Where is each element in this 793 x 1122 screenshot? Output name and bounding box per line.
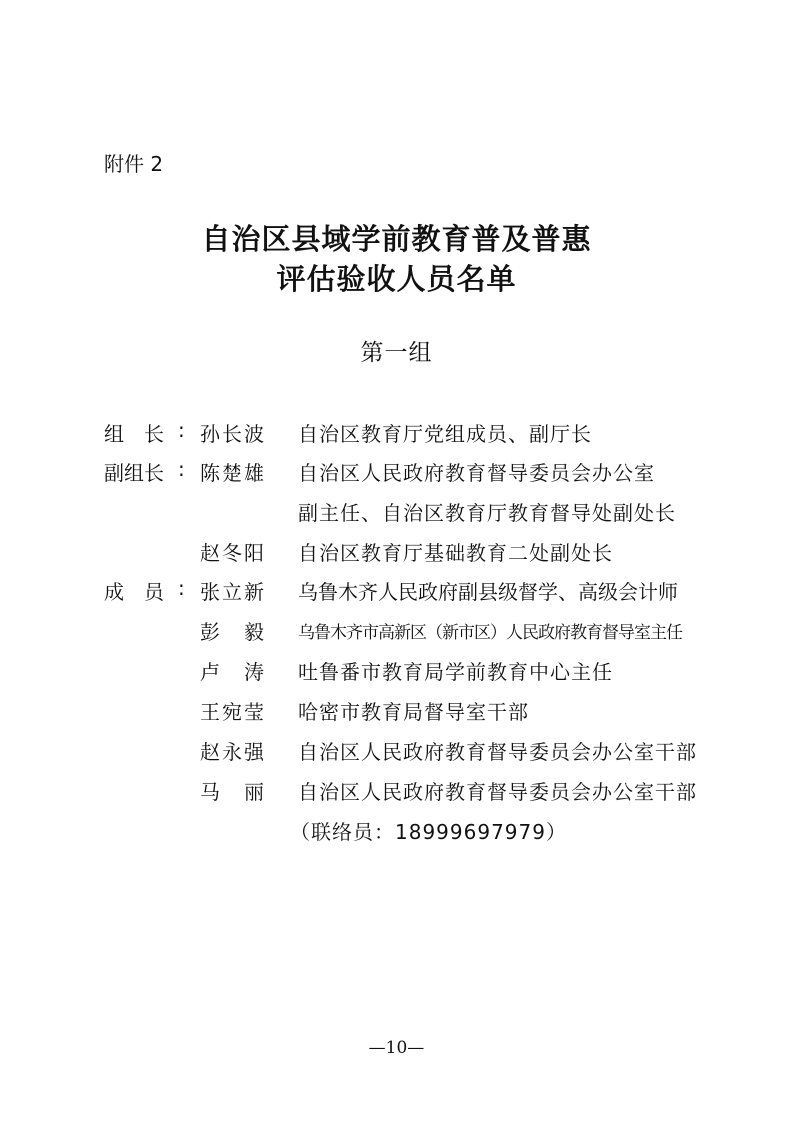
member-position: 乌鲁木齐市高新区（新市区）人民政府教育督导室主任 — [298, 623, 682, 643]
member-name: 王宛莹 — [200, 700, 266, 724]
attachment-label: 附件 2 — [104, 152, 164, 176]
member-position: 副主任、自治区教育厅教育督导处副处长 — [298, 501, 676, 525]
member-row — [0, 537, 793, 573]
member-row — [0, 696, 793, 732]
member-position: 自治区人民政府教育督导委员会办公室干部 — [298, 780, 697, 804]
member-name: 赵永强 — [200, 740, 266, 764]
member-name: 孙长波 — [200, 422, 266, 446]
member-position: 自治区教育厅党组成员、副厅长 — [298, 422, 592, 446]
member-row — [0, 776, 793, 812]
document-title-line1: 自治区县域学前教育普及普惠 — [201, 222, 592, 256]
liaison-contact: （联络员：18999697979） — [290, 820, 567, 844]
member-position: 哈密市教育局督导室干部 — [298, 700, 529, 724]
member-row — [0, 816, 793, 852]
member-row — [0, 656, 793, 692]
page-number: —10— — [368, 1038, 425, 1058]
role-label: 组 长 — [104, 422, 164, 446]
member-name: 陈楚雄 — [200, 461, 266, 485]
member-row — [0, 736, 793, 772]
colon: : — [178, 457, 185, 481]
role-label: 副组长 — [104, 461, 164, 485]
member-row — [0, 457, 793, 493]
member-row — [0, 497, 793, 533]
colon: : — [178, 418, 185, 442]
member-name: 赵冬阳 — [200, 541, 266, 565]
member-position: 乌鲁木齐人民政府副县级督学、高级会计师 — [298, 580, 678, 604]
member-position: 自治区人民政府教育督导委员会办公室 — [298, 461, 655, 485]
member-position: 自治区人民政府教育督导委员会办公室干部 — [298, 740, 697, 764]
colon: : — [178, 576, 185, 600]
member-name: 张立新 — [200, 580, 266, 604]
member-name: 卢 涛 — [200, 660, 266, 684]
member-row — [0, 576, 793, 612]
member-name: 马 丽 — [200, 780, 266, 804]
member-row — [0, 616, 793, 652]
role-label: 成 员 — [104, 580, 164, 604]
document-title-line2: 评估验收人员名单 — [276, 262, 517, 296]
member-row — [0, 418, 793, 454]
member-position: 自治区教育厅基础教育二处副处长 — [298, 541, 613, 565]
member-position: 吐鲁番市教育局学前教育中心主任 — [298, 660, 613, 684]
group-title: 第一组 — [360, 340, 433, 366]
member-name: 彭 毅 — [200, 620, 266, 644]
